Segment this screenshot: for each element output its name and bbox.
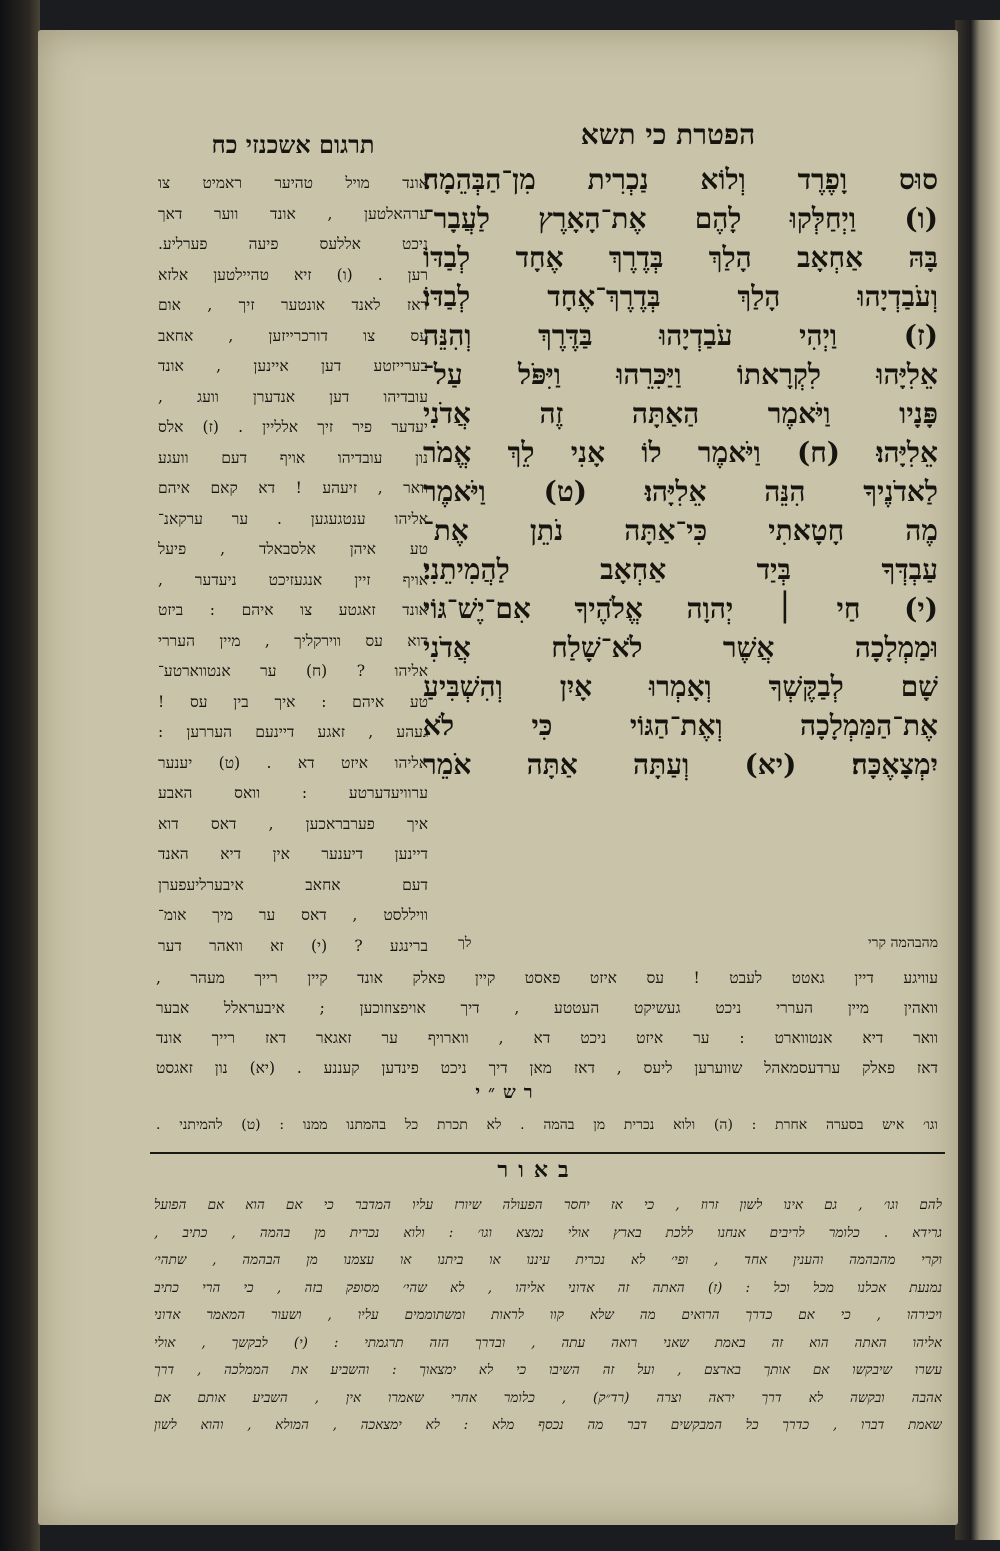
main-text-line: סוּס וָפֶרֶד וְלוֹא נַכְרִית מִן־הַבְּהֵמָה׃ xyxy=(423,163,938,196)
biur-line: ויכירהו , כי אם כדרך הרואים מה שלא קוו לראות ומשתוממים עליו , ושעור המאמר אדוני xyxy=(154,1307,942,1323)
rashi-heading: רש״י xyxy=(475,1082,541,1103)
translation-line: אליהו ? (ח) ער אנטווארטע־ xyxy=(158,662,428,680)
translation-line: נון עובדיהו אויף דעם וועגע xyxy=(158,448,428,467)
translation-line: ערהאלטען , אונד ווער דאך xyxy=(158,204,428,223)
continuation-line: וואר דיא אנטווארט : ער איזט ניכט דא , ווארויף ער זאגאר דאז רייך אונד xyxy=(156,1029,938,1047)
main-text-line: פָּנָיו וַיֹּאמֶר הַאַתָּה זֶה אֲדֹנִי xyxy=(423,397,938,430)
biur-line: שאמת דברו , כדרך כל המבקשים דבר מה נכסף מלא : לא ימצאכה , המולא , והוא לשון xyxy=(154,1417,942,1433)
hebrew-main-text xyxy=(423,160,938,940)
translation-line: וואר , זיעהע ! דא קאם איהם xyxy=(158,479,428,497)
translation-line: דיינען דיענער אין דיא האנד xyxy=(158,845,428,863)
biur-line: עשרו שיבקשו אם אותך בארצם , ועל זה השיבו כי לא ימצאוך : והשביע את הממלכה , דרך xyxy=(154,1362,942,1378)
main-text-line: (י) חַי ׀ יְהוָה אֱלֹהֶיךָ אִם־יֶשׁ־גּוֹי xyxy=(423,592,938,625)
translation-line: עובדיהו דען אנדערן וועג , xyxy=(158,387,428,406)
continuation-line: עוויגע דיין גאטט לעבט ! עס איזט פאסט קיין פאלק אונד קיין רייך מעהר , xyxy=(156,969,938,987)
running-header-haftarah: הפטרת כי תשא xyxy=(580,118,756,151)
biur-heading: באור xyxy=(497,1157,579,1183)
translation-line: דעם אחאב איבערליעפערן xyxy=(158,875,428,894)
translation-line: ניכט אללעס פיעה פערליע. xyxy=(158,235,428,253)
biur-line: להם וגו׳ , גם אינו לשון זרוז , כי אז יחסר הפעולה שיורז עליו המדבר כי אם הוא אם הפועל xyxy=(154,1197,942,1213)
translation-line: געהע , זאגע דיינעם העררען : xyxy=(158,723,428,741)
translation-line: ערוויעדערטע : וואס האבע xyxy=(158,784,428,802)
main-text-line: אֵלִיָּהוּ׃ (ח) וַיֹּאמֶר לוֹ אָנִי לֵךְ אֱמֹר xyxy=(423,436,938,469)
translation-line: אליהו איזט דא . (ט) יענער xyxy=(158,753,428,772)
biur-line: אהבה ובקשה לא דרך יראה וצרה (רד״ק) , כלומר אחרי שאמרו אין , השביע אותם אם xyxy=(154,1389,942,1406)
rashi-text: וגו׳ איש בסערה אחרת : (ה) ולוא נכרית מן בהמה . לא תכרת כל בהמתנו ממנו : (ט) להמיתני . xyxy=(156,1117,938,1133)
translation-line: טע איהן אלסבאלד , פיעל xyxy=(158,540,428,558)
scanned-page xyxy=(38,30,958,1525)
translation-line: רען . (ו) זיא טהיילטען אלזא xyxy=(158,265,428,284)
biur-commentary xyxy=(154,1192,942,1432)
keri-note-text: מהבהמה קרי xyxy=(868,935,938,951)
main-text-line: שָׁם לְבַקֶּשְׁךָ וְאָמְרוּ אָיִן וְהִשְׁבִּיעַ xyxy=(423,670,938,703)
translation-continuation xyxy=(156,963,938,1088)
section-divider xyxy=(150,1152,945,1154)
translation-line: דוא עס ווירקליך , מיין העררי xyxy=(158,631,428,650)
translation-line: עס צו דורכרייזען , אחאב xyxy=(158,326,428,345)
translation-line: אונד זאגטע צו איהם : ביזט xyxy=(158,601,428,619)
keri-note xyxy=(438,935,938,959)
main-text-line: אֶת־הַמַּמְלָכָה וְאֶת־הַגּוֹי כִּי לֹא xyxy=(423,709,938,742)
translation-line: דאז לאנד אונטער זיך , אום xyxy=(158,296,428,314)
main-text-line: וּמַמְלָכָה אֲשֶׁר לֹא־שָׁלַח אֲדֹנִי xyxy=(423,631,938,664)
main-text-line: (ז) וַיְהִי עֹבַדְיָהוּ בַּדֶּרֶךְ וְהִנֵּה xyxy=(423,319,938,352)
yiddish-translation-column xyxy=(158,168,428,955)
translation-line: אונד מויל טהיער ראמיט צו xyxy=(158,174,428,192)
main-text-line: מֶה חָטָאתִי כִּי־אַתָּה נֹתֵן אֶת־ xyxy=(423,514,938,547)
biur-line: וקרי מהבהמה והענין אחד , ופי׳ לא נכרית עיננו או ביתנו או עצמנו מן הבהמה , שתהי׳ xyxy=(154,1252,942,1268)
main-text-line: לַאדֹנֶיךָ הִנֵּה אֵלִיָּהוּ׃ (ט) וַיֹּאמֶר xyxy=(423,475,938,508)
main-text-line: אֵלִיָּהוּ לִקְרָאתוֹ וַיַּכִּרֵהוּ וַיִּפֹּל עַל־ xyxy=(423,358,938,391)
translation-line: אליהו ענטגעגען . ער ערקאנ־ xyxy=(158,509,428,528)
main-text-line: (ו) וַיְחַלְּקוּ לָהֶם אֶת־הָאָרֶץ לַעֲבָר־ xyxy=(423,202,938,235)
book-spine-shadow xyxy=(0,0,40,1551)
biur-line: אליהו האתה הוא זה באמת שאני רואה עתה , ובדרך הזה תרגמתי : (י) לבקשך , אולי xyxy=(154,1334,942,1351)
main-text-line: וְעֹבַדְיָהוּ הָלַךְ בְּדֶרֶךְ־אֶחָד לְבַדּוֹ׃ xyxy=(423,280,938,313)
main-text-line: בָּהּ אַחְאָב הָלַךְ בְּדֶרֶךְ אֶחָד לְבַדּוֹ xyxy=(423,241,938,274)
main-text-line: יִמְצָאֶכָּה׃ (יא) וְעַתָּה אַתָּה אֹמֵר xyxy=(423,748,938,781)
translation-line: איך פערבראכען , דאס דוא xyxy=(158,814,428,833)
translation-line: יעדער פיר זיך אלליין . (ז) אלס xyxy=(158,418,428,436)
biur-line: נמנעת אכלנו מכל וכל : (ז) האתה זה אדוני אליהו , לא שהי׳ מסופק בזה , כי הרי כתיב xyxy=(154,1279,942,1296)
translation-line: טע איהם : איך בין עס ! xyxy=(158,692,428,711)
translation-line: בערייזטע דען איינען , אונד xyxy=(158,357,428,375)
keri-note-text: לך xyxy=(458,935,472,951)
running-header-translation: תרגום אשכנזי כח xyxy=(211,130,375,159)
translation-line: אויף זיין אנגעזיכט ניעדער , xyxy=(158,570,428,589)
translation-line: ברינגע ? (י) זא וואהר דער xyxy=(158,936,428,955)
continuation-line: וואהין מיין העררי ניכט געשיקט העטטע , דיך אויפצוזוכען ; איבעראלל אבער xyxy=(156,999,938,1017)
translation-line: וויללסט , דאס ער מיך אומ־ xyxy=(158,906,428,924)
main-text-line: עַבְדְּךָ בְּיַד אַחְאָב לַהֲמִיתֵנִי׃ xyxy=(423,553,938,586)
facing-page-edge xyxy=(955,20,1000,1540)
continuation-line: דאז פאלק ערדעסמאהל שווערען ליעס , דאז מאן דיך ניכט פינדען קעננע . (יא) נון זאגסט xyxy=(156,1059,938,1077)
biur-line: גרידא . כלומר לריבים אנחנו ללכת בארץ אולי נמצא וגו׳ : ולוא נכרית מן בהמה , כתיב , xyxy=(154,1224,942,1241)
